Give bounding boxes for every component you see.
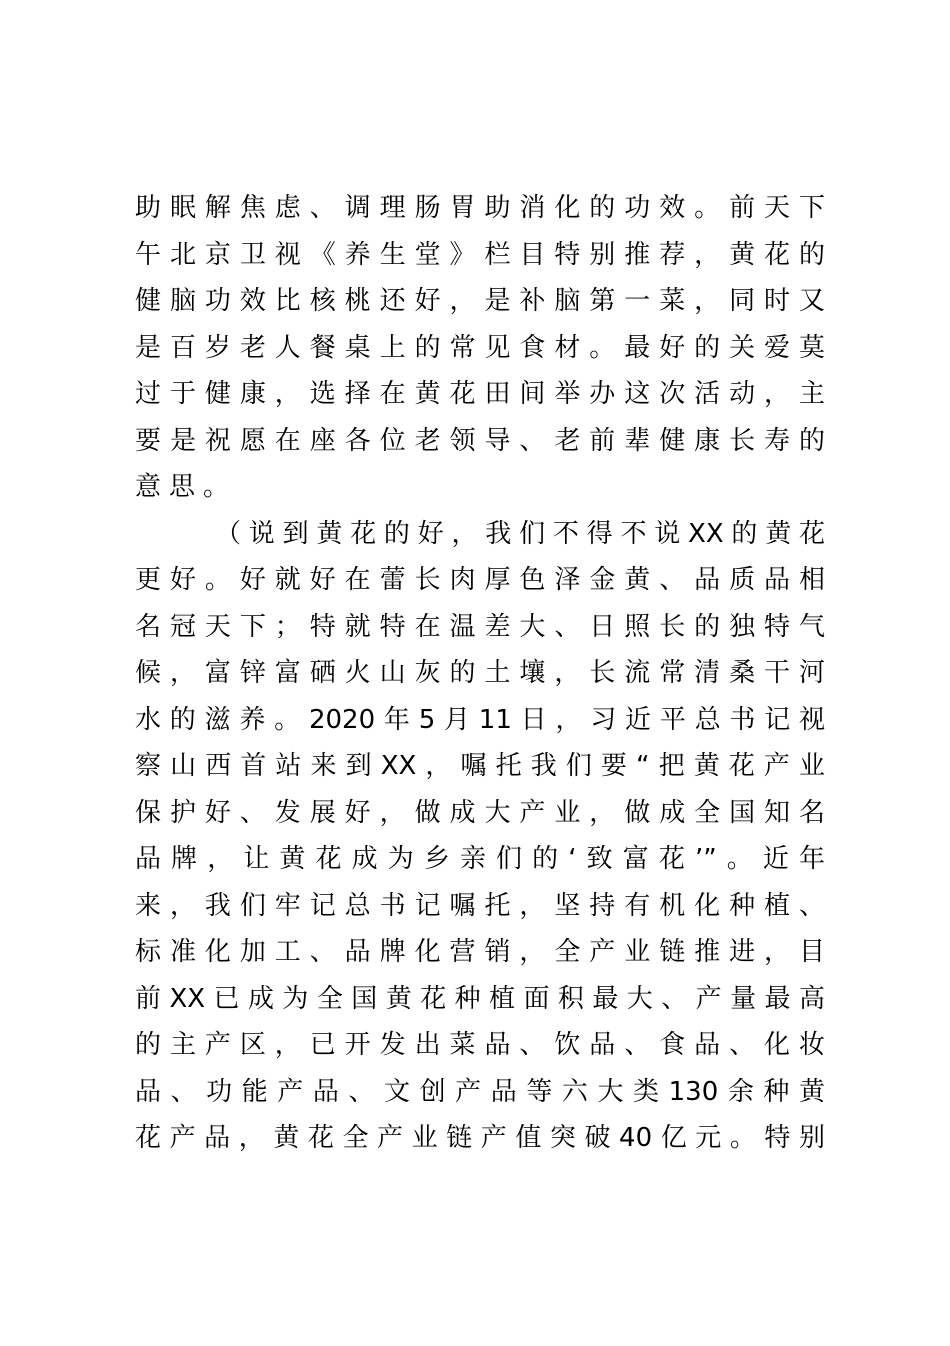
text-line: 水的滋养。2020年5月11日，习近平总书记视 bbox=[135, 704, 825, 735]
text-line: 名冠天下；特就特在温差大、日照长的独特气 bbox=[135, 611, 825, 642]
text-line: 午北京卫视《养生堂》栏目特别推荐，黄花的 bbox=[135, 239, 825, 270]
text-line: 保护好、发展好，做成大产业，做成全国知名 bbox=[135, 797, 825, 828]
text-line: 过于健康，选择在黄花田间举办这次活动，主 bbox=[135, 379, 825, 409]
text-line: 要是祝愿在座各位老领导、老前辈健康长寿的 bbox=[135, 425, 825, 456]
text-line: 标准化加工、品牌化营销，全产业链推进，目 bbox=[135, 937, 825, 967]
text-line: 助眠解焦虑、调理肠胃助消化的功效。前天下 bbox=[135, 193, 825, 223]
text-line: 察山西首站来到XX，嘱托我们要“把黄花产业 bbox=[135, 751, 825, 781]
text-line: 更好。好就好在蕾长肉厚色泽金黄、品质品相 bbox=[135, 565, 825, 595]
text-line: 品牌，让黄花成为乡亲们的‘致富花’”。近年 bbox=[135, 844, 825, 874]
text-line: 健脑功效比核桃还好，是补脑第一菜，同时又 bbox=[135, 286, 825, 316]
text-line: 前XX已成为全国黄花种植面积最大、产量最高 bbox=[135, 983, 825, 1014]
body-text bbox=[135, 185, 825, 1162]
text-line: 花产品，黄花全产业链产值突破40亿元。特别 bbox=[135, 1123, 825, 1153]
text-line: （说到黄花的好，我们不得不说XX的黄花 bbox=[215, 518, 825, 549]
text-line: 品、功能产品、文创产品等六大类130余种黄 bbox=[135, 1076, 825, 1107]
text-line: 的主产区，已开发出菜品、饮品、食品、化妆 bbox=[135, 1030, 825, 1060]
text-line: 来，我们牢记总书记嘱托，坚持有机化种植、 bbox=[135, 890, 825, 921]
text-line: 是百岁老人餐桌上的常见食材。最好的关爱莫 bbox=[135, 332, 825, 363]
text-line: 候，富锌富硒火山灰的土壤，长流常清桑干河 bbox=[135, 658, 825, 688]
text-line: 意思。 bbox=[135, 472, 238, 502]
